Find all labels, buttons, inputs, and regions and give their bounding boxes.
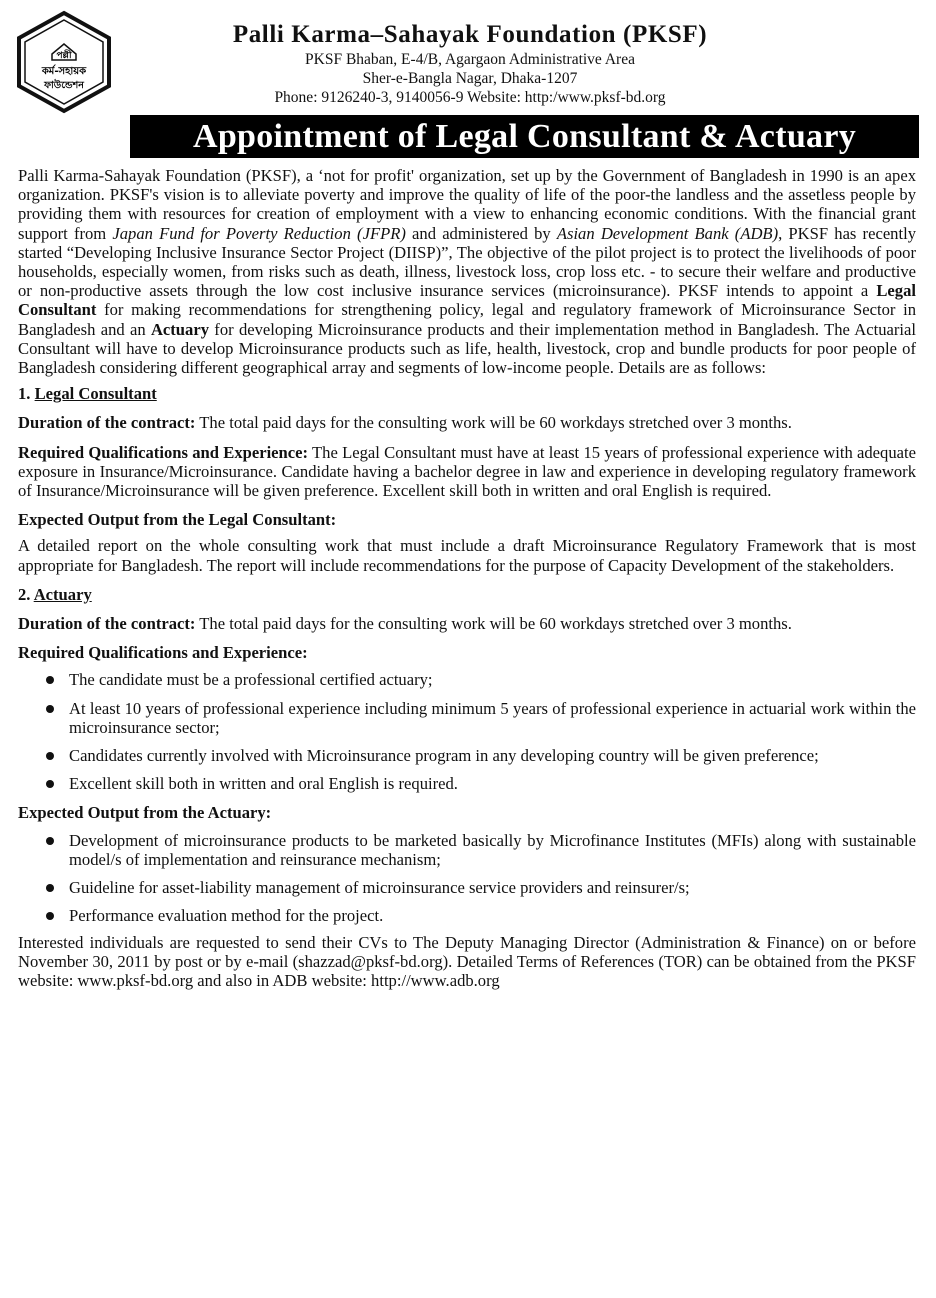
bullet-icon <box>46 912 54 920</box>
list-item <box>18 831 916 869</box>
actuary-number: 2. <box>18 584 34 604</box>
qual-item-text: The candidate must be a professional certified actuary; <box>69 670 433 690</box>
org-name: Palli Karma–Sahayak Foundation (PKSF) <box>232 21 708 48</box>
bullet-icon <box>46 884 54 892</box>
ad-body <box>18 166 916 990</box>
actuary-qual-list <box>18 670 916 793</box>
pksf-logo <box>12 10 116 114</box>
actuary-duration-label: Duration of the contract: <box>18 614 196 634</box>
address-line-2: Sher-e-Bangla Nagar, Dhaka-1207 <box>362 70 578 87</box>
list-item <box>18 699 916 737</box>
actuary-bold: Actuary <box>150 319 209 339</box>
legal-qual-label: Required Qualifications and Experience: <box>18 442 309 462</box>
bullet-icon <box>46 676 54 684</box>
bullet-icon <box>46 705 54 713</box>
legal-duration-label: Duration of the contract: <box>18 413 196 433</box>
intro-text-1: Palli Karma-Sahayak Foundation (PKSF), a ‘not for profit' organization, set up by the Government of Bangladesh in 1990 is an apex organization. PKSF's vision is to alleviate poverty and improve the quality of life of the poor-the landless and the assetless people by providing them with resources for creation of employment with a view to enhancing economic conditions. With the financial grant support from <box>18 166 916 243</box>
adb-name: Asian Development Bank (ADB) <box>556 223 779 243</box>
legal-duration <box>18 413 916 432</box>
contact-line: Phone: 9126240-3, 9140056-9 Website: http:/www.pksf-bd.org <box>274 89 666 106</box>
title-banner: Appointment of Legal Consultant & Actuary <box>130 115 919 158</box>
list-item <box>18 774 916 793</box>
intro-text-3: , PKSF has recently started “Developing Inclusive Insurance Sector Project (DIISP)”, The objective of the pilot project is to protect the livelihoods of poor households, especially women, from risks such as death, illness, livestock loss, crop loss etc. - to secure their welfare and productive or non-productive assets through the low cost inclusive insurance services (microinsurance). PKSF intends to appoint a <box>18 223 916 301</box>
intro-text-4: for making recommendations for strengthening policy, legal and regulatory framework of Microinsurance Sector in Bangladesh and an <box>18 300 916 339</box>
qual-item-text: At least 10 years of professional experience including minimum 5 years of professional experience in actuarial work within the microinsurance sector; <box>69 698 916 737</box>
legal-qual-text: The Legal Consultant must have at least 15 years of professional experience with adequate exposure in Insurance/Microinsurance. Candidate having a bachelor degree in law and experience in developing regulatory framework of Insurance/Microinsurance will be given preference. Excellent skill both in written and oral English is required. <box>18 442 916 501</box>
address-line-1: PKSF Bhaban, E-4/B, Agargaon Administrative Area <box>305 51 635 68</box>
qual-item-text: Candidates currently involved with Microinsurance program in any developing country will be given preference; <box>69 746 819 766</box>
header <box>0 0 936 112</box>
actuary-duration-text: The total paid days for the consulting work will be 60 workdays stretched over 3 months. <box>195 614 792 634</box>
legal-output-text: A detailed report on the whole consulting work that must include a draft Microinsurance Regulatory Framework that is most appropriate for Bangladesh. The report will include recommendations for the purpose of Capacity Development of the stakeholders. <box>18 536 916 575</box>
output-item-text: Development of microinsurance products to be marketed basically by Microfinance Institutes (MFIs) along with sustainable model/s of implementation and reinsurance mechanism; <box>69 830 916 869</box>
list-item <box>18 878 916 897</box>
intro-text-2: and administered by <box>405 223 557 243</box>
list-item <box>18 906 916 925</box>
actuary-qual-heading: Required Qualifications and Experience: <box>18 643 308 663</box>
legal-qualifications <box>18 443 916 501</box>
output-item-text: Guideline for asset-liability management of microinsurance service providers and reinsurer/s; <box>69 878 690 898</box>
logo-text-3: ফাউন্ডেশন <box>44 80 84 91</box>
legal-duration-text: The total paid days for the consulting work will be 60 workdays stretched over 3 months. <box>195 413 792 433</box>
actuary-heading-text: Actuary <box>33 584 92 604</box>
bullet-icon <box>46 752 54 760</box>
closing-paragraph: Interested individuals are requested to send their CVs to The Deputy Managing Director (Administration & Finance) on or before November 30, 2011 by post or by e-mail (shazzad@pksf-bd.org). Detailed Terms of References (TOR) can be obtained from the PKSF website: www.pksf-bd.org and also in ADB website: http://www.adb.org <box>18 932 916 990</box>
bullet-icon <box>46 780 54 788</box>
intro-text-5: for developing Microinsurance products and their implementation method in Bangladesh. The Actuarial Consultant will have to develop Microinsurance products such as life, health, livestock, crop and bundle products for poor people of Bangladesh considering different geographical array and segments of low-income people. Details are as follows: <box>18 319 916 378</box>
jfpr-name: Japan Fund for Poverty Reduction (JFPR) <box>112 223 406 243</box>
legal-heading-text: Legal Consultant <box>34 384 157 404</box>
actuary-output-list <box>18 831 916 926</box>
legal-section-heading <box>18 384 916 403</box>
actuary-duration <box>18 614 916 633</box>
output-item-text: Performance evaluation method for the project. <box>69 906 384 926</box>
org-block <box>150 20 790 107</box>
actuary-output-heading: Expected Output from the Actuary: <box>18 803 272 823</box>
list-item <box>18 746 916 765</box>
legal-output-heading: Expected Output from the Legal Consultant: <box>18 510 337 530</box>
legal-number: 1. <box>18 384 35 404</box>
qual-item-text: Excellent skill both in written and oral English is required. <box>69 774 458 794</box>
logo-text-1: পল্লী <box>56 51 72 61</box>
actuary-section-heading <box>18 585 916 604</box>
legal-consultant-bold: Legal Consultant <box>18 281 916 320</box>
intro-paragraph <box>18 166 916 377</box>
bullet-icon <box>46 837 54 845</box>
logo-text-2: কর্ম-সহায়ক <box>41 66 87 77</box>
list-item <box>18 670 916 689</box>
